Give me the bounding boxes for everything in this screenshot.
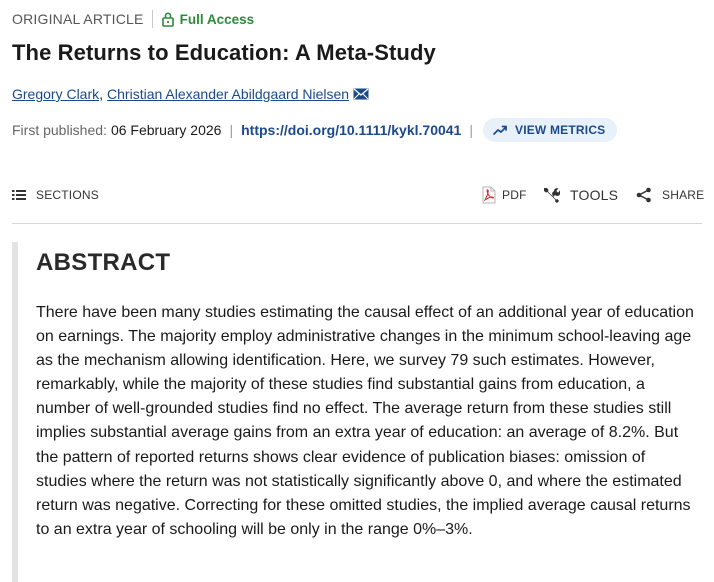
share-label: SHARE xyxy=(662,188,705,202)
view-metrics-label: VIEW METRICS xyxy=(514,123,606,137)
abstract-heading: ABSTRACT xyxy=(36,249,171,276)
divider xyxy=(12,223,702,224)
author-link-clark[interactable]: Gregory Clark xyxy=(12,86,100,102)
tools-label: TOOLS xyxy=(570,187,619,203)
share-button[interactable] xyxy=(636,184,704,206)
publication-info xyxy=(12,118,617,142)
access-status: Full Access xyxy=(179,11,255,27)
article-type: ORIGINAL ARTICLE xyxy=(12,11,144,27)
lock-icon xyxy=(161,11,175,27)
author-separator: , xyxy=(99,86,104,102)
pdf-button[interactable] xyxy=(482,184,527,206)
author-list xyxy=(12,86,369,102)
doi-link[interactable]: https://doi.org/10.1111/kykl.70041 xyxy=(241,122,462,138)
abstract-text: There have been many studies estimating the causal effect of an additional year of education on earnings. The majority employ administrative changes in the minimum school-leaving age as the mechanism allowing identification. Here, we survey 79 such estimates. However, remarkably, while the majority of these studies find substantial gains from education, a number of well-grounded studies find no effect. The average return from these studies still implies substantial average gains from an extra year of education: an average of 8.2%. But the pattern of reported returns shows clear evidence of publication biases: omission of studies where the return was not statistically significantly above 0, and where the estimated return was negative. Correcting for these omitted studies, the implied average causal returns to an extra year of schooling will be only in the range 0%–3%. xyxy=(36,304,694,538)
author-link-nielsen[interactable]: Christian Alexander Abildgaard Nielsen xyxy=(107,86,350,102)
article-meta xyxy=(12,9,254,29)
abstract-section xyxy=(12,242,702,582)
tools-button[interactable] xyxy=(542,184,618,206)
view-metrics-button[interactable] xyxy=(483,118,617,142)
pipe-separator: | xyxy=(469,122,473,138)
divider xyxy=(152,10,153,28)
pdf-icon xyxy=(482,186,496,204)
sections-label: SECTIONS xyxy=(36,188,99,202)
sections-button[interactable] xyxy=(12,184,99,206)
share-icon xyxy=(636,187,652,203)
published-label: First published: xyxy=(12,122,107,138)
mail-icon[interactable] xyxy=(353,88,369,100)
list-icon xyxy=(12,189,26,201)
pdf-label: PDF xyxy=(502,188,527,202)
article-title: The Returns to Education: A Meta-Study xyxy=(12,40,436,65)
article-toolbar xyxy=(12,184,705,206)
trend-up-icon xyxy=(493,125,507,135)
pipe-separator: | xyxy=(229,122,234,138)
published-date: 06 February 2026 xyxy=(110,122,222,138)
wrench-icon xyxy=(542,186,560,204)
